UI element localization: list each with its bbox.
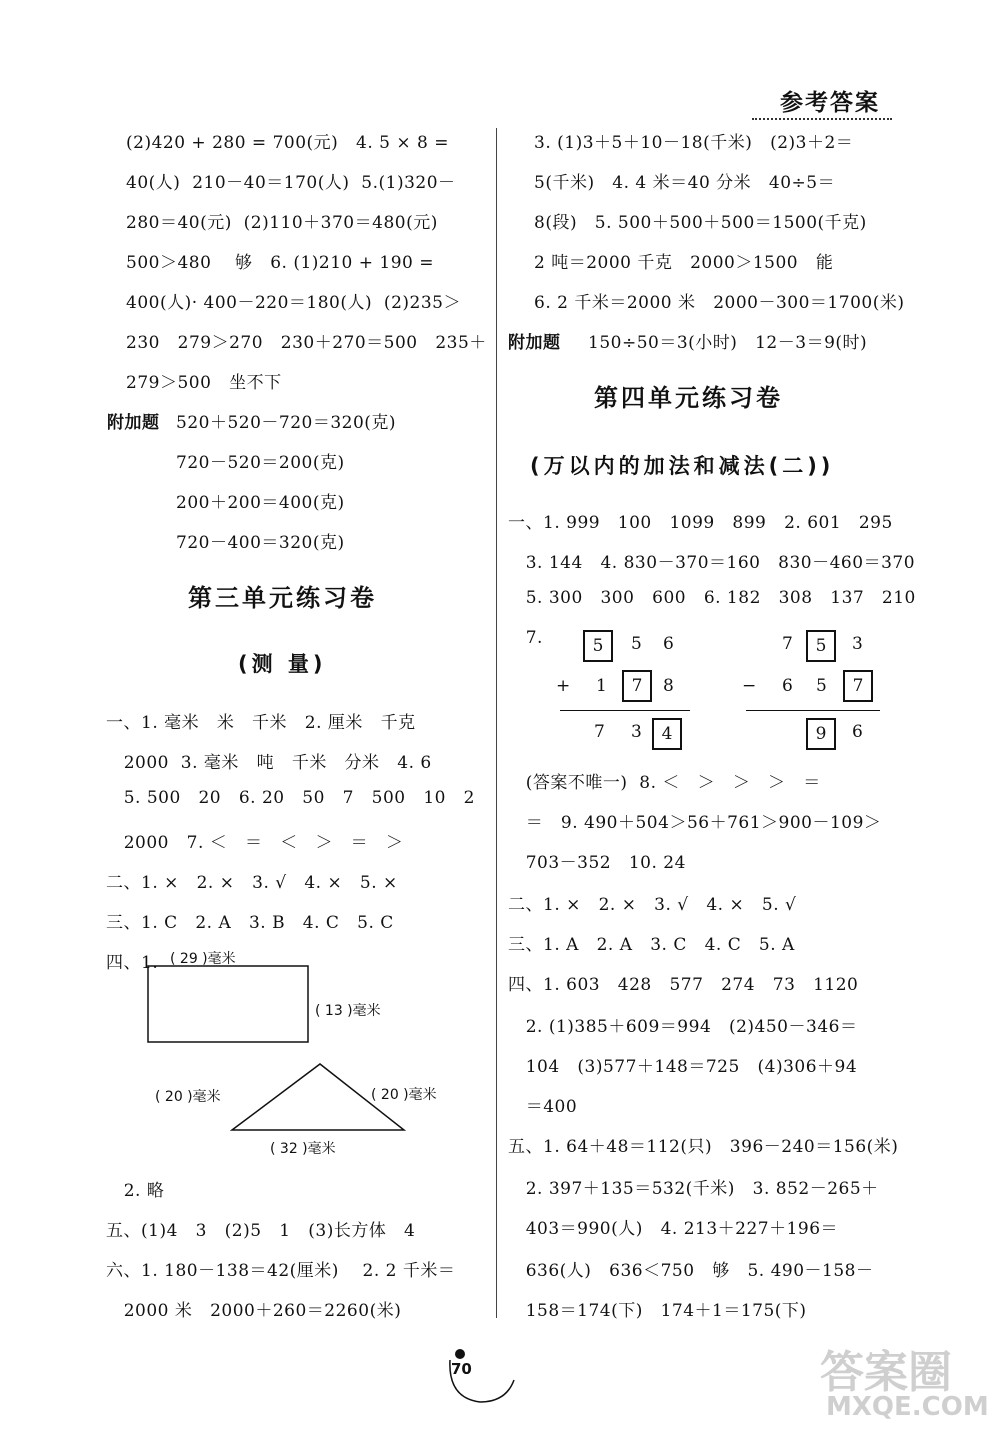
operator: +	[556, 676, 571, 696]
digit: 6	[852, 722, 863, 742]
section-subtitle-unit3: (测 量)	[238, 652, 327, 676]
answer-line: 2. 397＋135＝532(千米) 3. 852－265＋	[508, 1179, 879, 1199]
section-subtitle-unit4: (万以内的加法和减法(二))	[530, 454, 835, 478]
page-number: 70	[451, 1360, 472, 1378]
answer-line: 2. 略	[106, 1181, 165, 1201]
answer-line: 2000 7. ＜ ＝ ＜ ＞ ＝ ＞	[106, 833, 404, 853]
extra-line: 150÷50＝3(小时) 12－3＝9(时)	[588, 333, 868, 353]
answer-line: 2 吨＝2000 千克 2000＞1500 能	[534, 253, 834, 273]
answer-line: 403＝990(人) 4. 213＋227＋196＝	[508, 1219, 839, 1239]
answer-line: 3. 144 4. 830－370＝160 830－460＝370	[508, 553, 916, 573]
answer-line: 279＞500 坐不下	[126, 373, 282, 393]
answer-line: 6. 2 千米＝2000 米 2000－300＝1700(米)	[534, 293, 905, 313]
digit: 3	[852, 634, 863, 654]
answer-line: 5. 500 20 6. 20 50 7 500 10 2	[106, 788, 475, 808]
answer-line: 500＞480 够 6. (1)210 + 190 =	[126, 253, 435, 273]
answer-line: 四、1. 603 428 577 274 73 1120	[508, 975, 859, 995]
blank-box: 5	[583, 630, 613, 662]
extra-question-label: 附加题	[508, 333, 561, 353]
digit: 5	[816, 676, 827, 696]
answer-line: 158＝174(下) 174＋1＝175(下)	[508, 1301, 807, 1321]
extra-line: 720－400＝320(克)	[176, 533, 345, 553]
answer-line: 8(段) 5. 500＋500＋500＝1500(千克)	[534, 213, 867, 233]
extra-question-label: 附加题	[107, 413, 160, 433]
answer-line: ＝ 9. 490＋504＞56＋761＞900－109＞	[508, 813, 882, 833]
answer-line: 二、1. × 2. × 3. √ 4. × 5. ×	[106, 873, 398, 893]
answer-line: 3. (1)3＋5＋10－18(千米) (2)3＋2＝	[534, 133, 854, 153]
answer-line: 六、1. 180－138＝42(厘米) 2. 2 千米＝	[106, 1261, 456, 1281]
rect-right-label: ( 13 )毫米	[315, 1003, 381, 1019]
watermark-logo: 答案圈	[820, 1347, 952, 1398]
digit: 7	[782, 634, 793, 654]
page-header-title: 参考答案	[780, 90, 880, 116]
digit: 1	[596, 676, 607, 696]
answer-line: (2)420 + 280 = 700(元) 4. 5 × 8 =	[126, 133, 449, 153]
answer-line: 40(人) 210－40＝170(人) 5.(1)320－	[126, 173, 456, 193]
answer-line: 280＝40(元) (2)110＋370＝480(元)	[126, 213, 438, 233]
blank-box: 7	[843, 670, 873, 702]
blank-box: 4	[652, 718, 682, 750]
answer-line: 2000 米 2000＋260＝2260(米)	[106, 1301, 402, 1321]
extra-line: 200＋200＝400(克)	[176, 493, 345, 513]
answer-line: 5. 300 300 600 6. 182 308 137 210	[508, 588, 916, 608]
answer-line: 636(人) 636＜750 够 5. 490－158－	[508, 1261, 874, 1281]
answer-line: 二、1. × 2. × 3. √ 4. × 5. √	[508, 895, 797, 915]
answer-line: 一、1. 999 100 1099 899 2. 601 295	[508, 513, 893, 533]
section-title-unit3: 第三单元练习卷	[188, 584, 377, 612]
answer-line: 5(千米) 4. 4 米＝40 分米 40÷5＝	[534, 173, 836, 193]
column-divider	[496, 128, 497, 1318]
answer-line: 三、1. C 2. A 3. B 4. C 5. C	[106, 913, 394, 933]
answer-line: 230 279＞270 230＋270＝500 235＋	[126, 333, 487, 353]
measure-figure	[140, 960, 440, 1140]
answer-line: 2. (1)385＋609＝994 (2)450－346＝	[508, 1017, 858, 1037]
digit: 6	[782, 676, 793, 696]
digit: 3	[631, 722, 642, 742]
section-title-unit4: 第四单元练习卷	[594, 384, 783, 412]
answer-line: 三、1. A 2. A 3. C 4. C 5. A	[508, 935, 795, 955]
answer-line: (答案不唯一) 8. ＜ ＞ ＞ ＞ ＝	[508, 773, 821, 793]
tri-left-label: ( 20 )毫米	[155, 1089, 221, 1105]
blank-box: 9	[806, 718, 836, 750]
rectangle-shape	[148, 966, 308, 1042]
answer-line: 400(人)· 400－220＝180(人) (2)235＞	[126, 293, 461, 313]
rect-top-label: ( 29 )毫米	[170, 951, 236, 967]
digit: 8	[663, 676, 674, 696]
digit: 6	[663, 634, 674, 654]
sum-line	[560, 710, 690, 711]
tri-bottom-label: ( 32 )毫米	[270, 1141, 336, 1157]
answer-line: 7.	[508, 628, 543, 648]
blank-box: 7	[622, 670, 652, 702]
answer-line: 五、(1)4 3 (2)5 1 (3)长方体 4	[106, 1221, 416, 1241]
answer-line: ＝400	[508, 1097, 578, 1117]
tri-right-label: ( 20 )毫米	[371, 1087, 437, 1103]
answer-line: 2000 3. 毫米 吨 千米 分米 4. 6	[106, 753, 432, 773]
answer-line: 四、1.	[106, 953, 159, 973]
watermark-url: MXQE.COM	[826, 1392, 989, 1422]
answer-line: 104 (3)577＋148＝725 (4)306＋94	[508, 1057, 858, 1077]
answer-line: 五、1. 64＋48＝112(只) 396－240＝156(米)	[508, 1137, 899, 1157]
digit: 5	[631, 634, 642, 654]
blank-box: 5	[806, 630, 836, 662]
operator: −	[742, 676, 757, 696]
extra-line: 520＋520－720＝320(克)	[176, 413, 397, 433]
answer-line: 一、1. 毫米 米 千米 2. 厘米 千克	[106, 713, 416, 733]
answer-line: 703－352 10. 24	[508, 853, 686, 873]
extra-line: 720－520＝200(克)	[176, 453, 345, 473]
difference-line	[746, 710, 880, 711]
digit: 7	[594, 722, 605, 742]
header-dotted-rule	[752, 118, 892, 120]
